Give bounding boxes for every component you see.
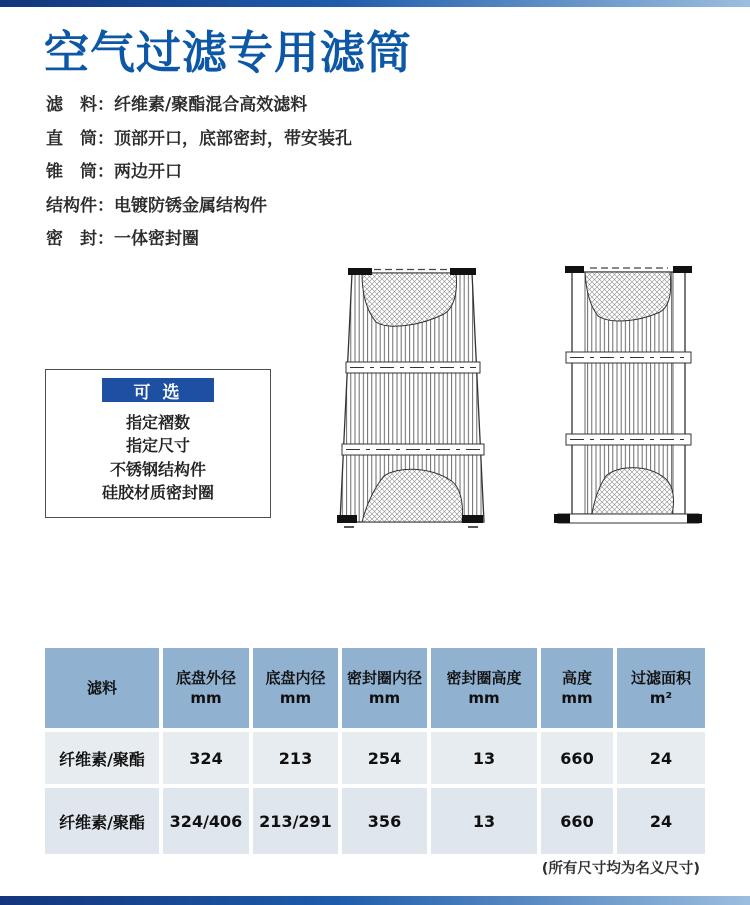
table-cell: 24 <box>617 788 705 854</box>
spec-value: 顶部开口，底部密封，带安装孔 <box>114 128 352 149</box>
spec-row <box>46 187 352 221</box>
header-unit: mm <box>190 689 222 707</box>
options-box <box>45 369 271 518</box>
header-unit: mm <box>468 689 500 707</box>
option-item: 指定尺寸 <box>125 436 190 456</box>
spec-value: 纤维素/聚酯混合高效滤料 <box>114 95 308 116</box>
spec-row <box>46 120 352 154</box>
header-unit: mm <box>561 689 593 707</box>
column-header <box>163 648 249 728</box>
table-cell: 324 <box>163 732 249 784</box>
option-item: 指定褶数 <box>125 413 190 432</box>
spec-value: 电镀防锈金属结构件 <box>114 195 267 216</box>
option-item: 硅胶材质密封圈 <box>101 483 214 503</box>
spec-row <box>46 86 352 120</box>
table-cell: 213 <box>253 732 338 784</box>
spec-list <box>46 86 352 254</box>
table-cell: 13 <box>431 788 537 854</box>
spec-value: 一体密封圈 <box>114 229 199 250</box>
header-name: 底盘内径 <box>265 668 326 687</box>
page-title: 空气过滤专用滤筒 <box>44 26 413 79</box>
table-cell: 254 <box>342 732 427 784</box>
header-name: 过滤面积 <box>630 668 691 687</box>
header-unit: mm <box>279 689 312 707</box>
header-name: 密封圈高度 <box>446 668 522 687</box>
straight-cartridge-figure <box>552 262 702 534</box>
dimensions-footnote: (所有尺寸均为名义尺寸) <box>541 861 700 877</box>
table-cell: 24 <box>617 732 705 784</box>
column-header <box>342 648 427 728</box>
spec-label: 密 封： <box>46 229 114 250</box>
column-header <box>45 648 159 728</box>
spec-label: 结构件： <box>46 195 114 216</box>
dimensions-table <box>45 648 705 854</box>
options-header-badge: 可 选 <box>102 378 214 402</box>
spec-label: 直 筒： <box>46 128 114 149</box>
table-cell: 660 <box>541 788 613 854</box>
spec-row <box>46 220 352 254</box>
options-list <box>46 411 270 505</box>
tapered-cartridge-figure <box>332 264 494 532</box>
table-cell: 213/291 <box>253 788 338 854</box>
header-name: 滤料 <box>86 678 117 697</box>
table-cell: 356 <box>342 788 427 854</box>
table-cell: 纤维素/聚酯 <box>45 732 159 784</box>
header-unit: m² <box>649 689 673 707</box>
table-cell: 660 <box>541 732 613 784</box>
header-name: 高度 <box>561 668 592 687</box>
column-header <box>617 648 705 728</box>
column-header <box>541 648 613 728</box>
table-cell: 324/406 <box>163 788 249 854</box>
top-accent-bar <box>0 0 750 7</box>
spec-row <box>46 153 352 187</box>
header-unit: mm <box>368 689 401 707</box>
spec-label: 滤 料： <box>46 95 114 116</box>
table-cell: 13 <box>431 732 537 784</box>
header-name: 密封圈内径 <box>346 668 422 687</box>
table-cell: 纤维素/聚酯 <box>45 788 159 854</box>
option-item: 不锈钢结构件 <box>109 459 206 479</box>
header-name: 底盘外径 <box>175 668 236 687</box>
spec-value: 两边开口 <box>114 162 182 183</box>
spec-label: 锥 筒： <box>46 162 114 183</box>
column-header <box>253 648 338 728</box>
bottom-accent-bar <box>0 896 750 905</box>
column-header <box>431 648 537 728</box>
